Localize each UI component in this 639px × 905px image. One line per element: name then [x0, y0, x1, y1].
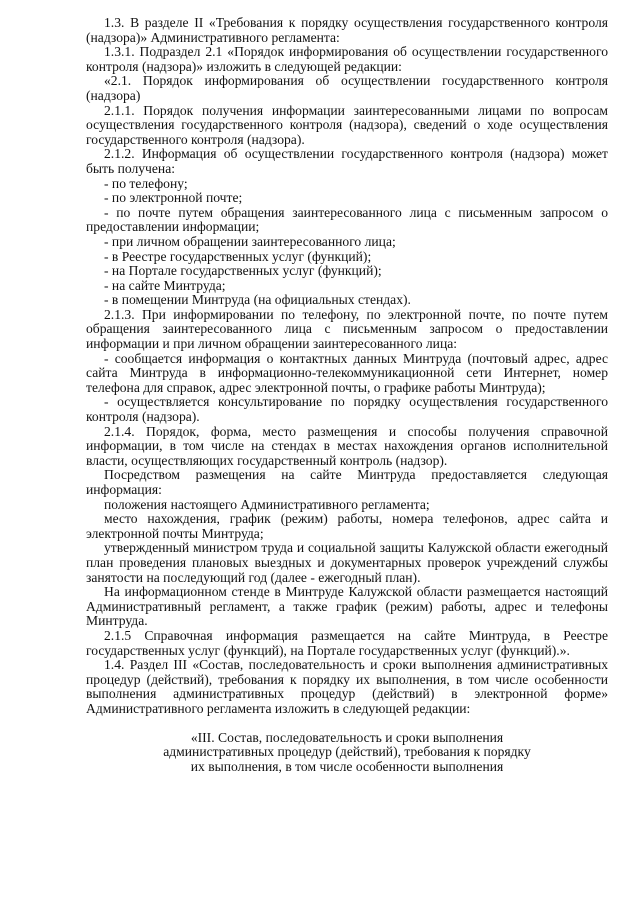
paragraph-4: 2.1.1. Порядок получения информации заинтересованными лицами по вопросам осуществления государственного контроля (надзора), сведений о ходе осуществления государственного контроля (надзора). [86, 102, 608, 147]
paragraph-6: - по телефону; [104, 175, 188, 191]
paragraph-18: Посредством размещения на сайте Минтруда предоставляется следующая информация: [86, 467, 608, 497]
paragraph-14: 2.1.3. При информировании по телефону, по электронной почте, по почте путем обращения заинтересованного лица с письменным запросом о предоставлении информации и при личном обращении заинтересованного лица: [86, 306, 608, 352]
paragraph-2: 1.3.1. Подраздел 2.1 «Порядок информирования об осуществлении государственного контроля (надзора)» изложить в следующей редакции: [86, 44, 608, 74]
section-heading-line1: «III. Состав, последовательность и сроки выполнения [190, 729, 504, 745]
paragraph-23: 2.1.5 Справочная информация размещается на сайте Минтруда, в Реестре государственных услуг (функций), на Портале государственных услуг (функций).». [86, 627, 608, 658]
paragraph-21: утвержденный министром труда и социальной защиты Калужской области ежегодный план проведения плановых выездных и документарных проверок учреждений службы занятости на последующий год (далее - ежегодный план). [86, 540, 608, 585]
document-body [86, 16, 608, 774]
paragraph-22: На информационном стенде в Минтруде Калужской области размещается настоящий Административный регламент, а также график (режим) работы, адрес и телефоны Минтруда. [86, 584, 608, 629]
paragraph-16: - осуществляется консультирование по порядку осуществления государственного контроля (надзора). [86, 394, 608, 425]
paragraph-17: 2.1.4. Порядок, форма, место размещения и способы получения справочной информации, в том числе на стендах в местах нахождения органов исполнительной власти, осуществляющих государственный контроль (надзор). [86, 423, 608, 468]
paragraph-1: 1.3. В разделе II «Требования к порядку осуществления государственного контроля (надзора)» Административного регламента: [86, 15, 608, 45]
section-heading [86, 731, 608, 775]
paragraph-3: «2.1. Порядок информирования об осуществлении государственного контроля (надзора) [86, 73, 608, 103]
paragraph-13: - в помещении Минтруда (на официальных стендах). [104, 292, 411, 308]
paragraph-15: - сообщается информация о контактных данных Минтруда (почтовый адрес, адрес сайта Минтруда в информационно-телекоммуникационной сети Интернет, номер телефона для справок, адрес электронной почты, о графике работы Минтруда); [86, 350, 608, 395]
paragraph-5: 2.1.2. Информация об осуществлении государственного контроля (надзора) может быть получена: [86, 146, 608, 176]
paragraph-8: - по почте путем обращения заинтересованного лица с письменным запросом о предоставлении информации; [86, 204, 608, 235]
section-heading-line3: их выполнения, в том числе особенности выполнения [190, 758, 504, 774]
section-heading-line2: административных процедур (действий), требования к порядку [163, 744, 531, 760]
paragraph-11: - на Портале государственных услуг (функций); [104, 263, 382, 279]
paragraph-7: - по электронной почте; [104, 190, 243, 206]
paragraph-10: - в Реестре государственных услуг (функций); [104, 248, 372, 264]
paragraph-12: - на сайте Минтруда; [104, 277, 226, 293]
paragraph-9: - при личном обращении заинтересованного лица; [104, 233, 396, 249]
paragraph-20: место нахождения, график (режим) работы, номера телефонов, адрес сайта и электронной почты Минтруда; [86, 511, 608, 541]
paragraph-19: положения настоящего Административного регламента; [104, 496, 430, 512]
paragraph-24: 1.4. Раздел III «Состав, последовательность и сроки выполнения административных процедур (действий), требования к порядку их выполнения, в том числе особенности выполнения административных процедур (действий) в электронной форме» Административного регламента изложить в следующей редакции: [86, 657, 608, 716]
